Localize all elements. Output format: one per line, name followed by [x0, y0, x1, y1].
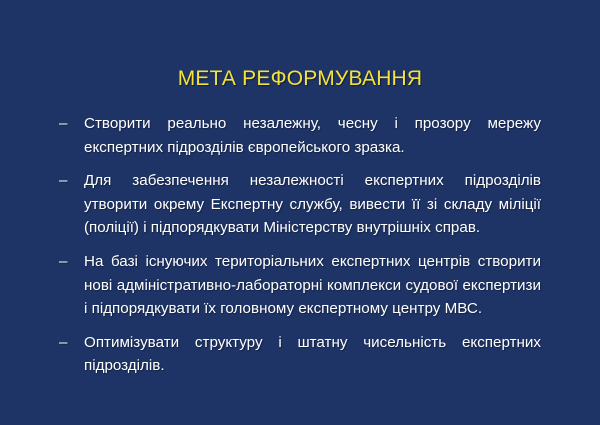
bullet-dash-icon: –: [59, 252, 68, 270]
bullet-item: [59, 250, 541, 321]
bullet-item: [59, 112, 541, 159]
bullet-text: Для забезпечення незалежності експертних підрозділів утворити окрему Експертну службу, вивести її зі складу міліції (поліції) і підпорядкувати Міністерству внутрішніх справ.: [84, 172, 541, 237]
bullet-list: [59, 112, 541, 378]
bullet-dash-icon: –: [59, 172, 68, 190]
bullet-text: Створити реально незалежну, чесну і прозору мережу експертних підрозділів європейського зразка.: [84, 115, 541, 156]
bullet-dash-icon: –: [59, 333, 68, 351]
bullet-text: Оптимізувати структуру і штатну чисельність експертних підрозділів.: [84, 333, 541, 375]
bullet-item: [59, 169, 541, 240]
bullet-item: [59, 331, 541, 378]
bullet-text: На базі існуючих територіальних експертних центрів створити нові адміністративно-лабораторні комплекси судової експертизи і підпорядкувати їх головному експертному центру МВС.: [84, 252, 541, 318]
bullet-dash-icon: –: [59, 115, 68, 132]
slide-title: МЕТА РЕФОРМУВАННЯ: [177, 67, 423, 90]
